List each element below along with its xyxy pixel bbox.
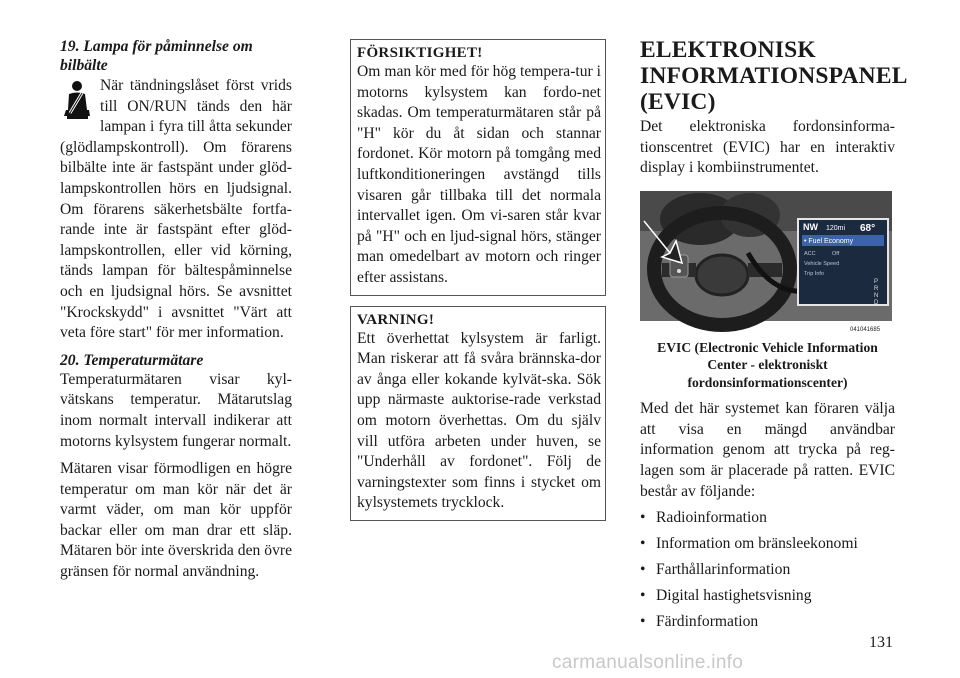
screen-heading: NW	[803, 221, 818, 232]
caution-body: Om man kör med för hög tempera-tur i motorns kylsystem kan fordo-net skadas. Om temperaturmätaren står på "H" kör du åt sidan och stannar fordonet. Kör motorn på tomgång med luftkonditioneringen avstängd tills visaren går tillbaka till det normala intervallet igen. Om vi-saren står kvar på "H" och en ljud-signal hörs, stänger man omedelbart av motorn och ringer efter assistans.	[357, 63, 601, 286]
section-19-paragraph	[60, 76, 292, 344]
section-20-title: 20. Temperaturmätare	[60, 351, 204, 369]
screen-item-vehicle-speed: Vehicle Speed	[804, 260, 840, 267]
figure-code: 041041685	[850, 326, 881, 333]
watermark: carmanualsonline.info	[552, 652, 744, 673]
section-19-title: 19. Lampa för påminnelse om bilbälte	[60, 38, 253, 74]
evic-figure	[640, 191, 892, 335]
screen-item-trip: Trip Info	[804, 270, 824, 277]
caption-line-2: Center - elektroniskt	[707, 357, 828, 373]
intro-text: Det elektroniska fordonsinforma-tionscentret (EVIC) har en interaktiv display i kombiinstrumentet.	[640, 118, 895, 177]
screen-temp: 68°	[860, 222, 876, 234]
gear-r: R	[874, 285, 879, 292]
screen-menu-selected: • Fuel Economy	[804, 237, 854, 245]
gear-d: D	[874, 299, 879, 306]
screen-item-acc: ACC	[804, 250, 816, 257]
caution-title: FÖRSIKTIGHET!	[357, 45, 483, 61]
caution-box	[350, 39, 606, 296]
heading-line-3: (EVIC)	[640, 89, 716, 115]
evic-illustration	[640, 191, 892, 335]
left-column	[60, 37, 292, 583]
warning-box	[350, 306, 606, 521]
seatbelt-reminder-icon	[60, 80, 92, 124]
list-item: • Farthållarinformation	[640, 560, 895, 581]
evic-feature-list	[640, 508, 895, 633]
list-item: • Radioinformation	[640, 508, 895, 529]
list-item: • Färdinformation	[640, 612, 895, 633]
evic-body: Med det här systemet kan föraren välja att visa en mängd användbar information genom att trycka på reg-lagen som är placerade på ratten. EVIC består av följande:	[640, 400, 895, 500]
caption-line-1: EVIC (Electronic Vehicle Information	[657, 339, 878, 355]
section-20-body-1: Temperaturmätaren visar kyl-vätskans temperatur. Mätarutslag inom normalt intervall indikerar att motorns kylsystem fungerar normalt.	[60, 370, 292, 450]
page-number: 131	[869, 634, 893, 651]
warning-title: VARNING!	[357, 311, 435, 328]
heading-line-1: ELEKTRONISK	[640, 37, 816, 63]
screen-item-off: Off	[832, 250, 840, 257]
list-item: • Digital hastighetsvisning	[640, 586, 895, 607]
screen-range: 120mi	[826, 224, 846, 232]
gear-p: P	[874, 278, 879, 285]
right-column	[640, 37, 908, 632]
section-heading	[640, 37, 908, 115]
warning-body: Ett överhettat kylsystem är farligt. Man riskerar att få svåra brännska-dor av ånga eller kokande kylvät-ska. Sök upp närmaste auktorise-rade verkstad om motorn överhettas. Om du själv vill utföra arbeten under huven, se "Underhåll av fordonet". Följ de varningstexter som finns i stycket om kylsystemets trycklock.	[357, 329, 601, 512]
heading-line-2: INFORMATIONSPANEL	[640, 63, 908, 89]
section-20-body-2: Mätaren visar förmodligen en högre temperatur om man kör när det är varmt väder, om man kör uppför backar eller om man drar ett släp. Mätaren bör inte överskrida den övre gränsen för normal användning.	[60, 460, 292, 581]
gear-n: N	[874, 292, 879, 299]
caption-line-3: fordonsinformationscenter)	[687, 374, 848, 390]
middle-column	[350, 37, 606, 521]
figure-caption	[640, 339, 895, 392]
section-19-body: När tändningslåset först vrids till ON/RUN tänds den här lampan i fyra till åtta sekunder (glödlampskontroll). Om förarens bilbälte inte är fastspänt under glöd-lampskontrollen hörs en ljudsignal. Om förarens säkerhetsbälte fortfa-rande inte är fastspänt efter glöd-lampskontrollen, eller vid körning, tänds lampan för bältespåminnelse och en ljudsignal hörs. Se avsnittet "Krockskydd" i avsnittet "Värt att veta före start" för mer information.	[60, 77, 292, 342]
list-item: • Information om bränsleekonomi	[640, 534, 895, 555]
